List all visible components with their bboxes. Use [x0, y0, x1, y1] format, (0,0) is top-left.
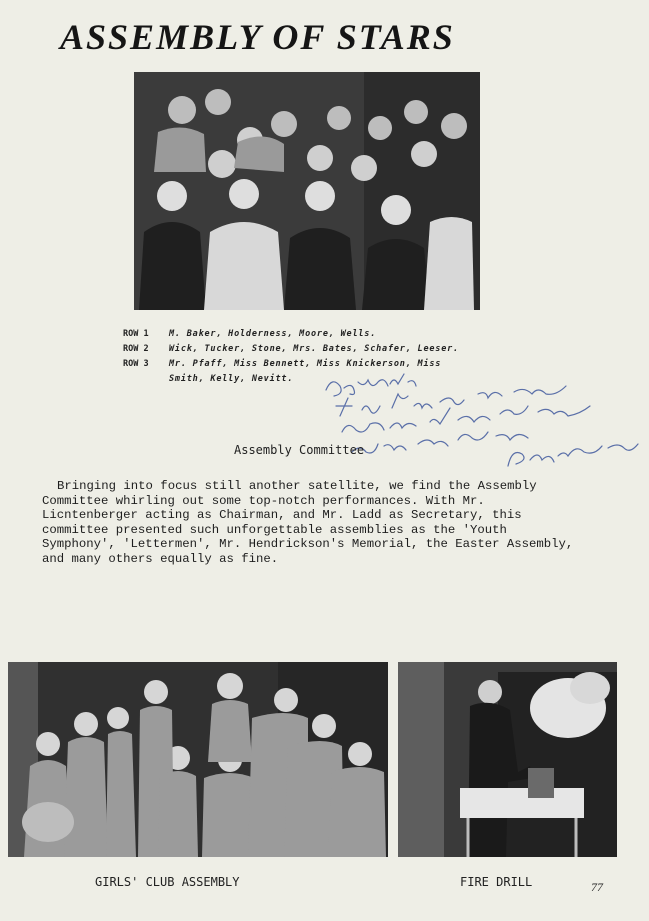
row-label: ROW 1 [123, 329, 149, 339]
fire-drill-caption: FIRE DRILL [460, 875, 533, 889]
section-body [42, 479, 582, 567]
page-number: 77 [591, 880, 603, 894]
row-label: ROW 2 [123, 344, 149, 354]
row-label: ROW 3 [123, 359, 149, 369]
committee-group-photo [134, 72, 480, 310]
girls-club-caption: GIRLS' CLUB ASSEMBLY [95, 875, 240, 889]
row-names: M. Baker, Holderness, Moore, Wells. [169, 329, 377, 339]
row-names: Wick, Tucker, Stone, Mrs. Bates, Schafer, Leeser. [169, 344, 459, 354]
row-names: Mr. Pfaff, Miss Bennett, Miss Knickerson, Miss [169, 359, 442, 369]
section-heading: Assembly Committee [234, 443, 365, 457]
fire-drill-photo [398, 662, 617, 857]
signature-icon [318, 362, 648, 472]
girls-club-photo [8, 662, 388, 857]
caption-row-2 [123, 342, 543, 357]
caption-row-1 [123, 327, 543, 342]
caption-row-3-continued: Smith, Kelly, Nevitt. [169, 374, 294, 384]
section-paragraph: Bringing into focus still another satellite, we find the Assembly Committee whirling out some top-notch performances. With Mr. Licntenberger acting as Chairman, and Mr. Ladd as Secretary, this committee presented such unforgettable assemblies as the 'Youth Symphony', 'Lettermen', Mr. Hendrickson's Memorial, the Easter Assembly, and many others equally as fine. [42, 479, 574, 566]
page-title: ASSEMBLY OF STARS [60, 17, 455, 57]
